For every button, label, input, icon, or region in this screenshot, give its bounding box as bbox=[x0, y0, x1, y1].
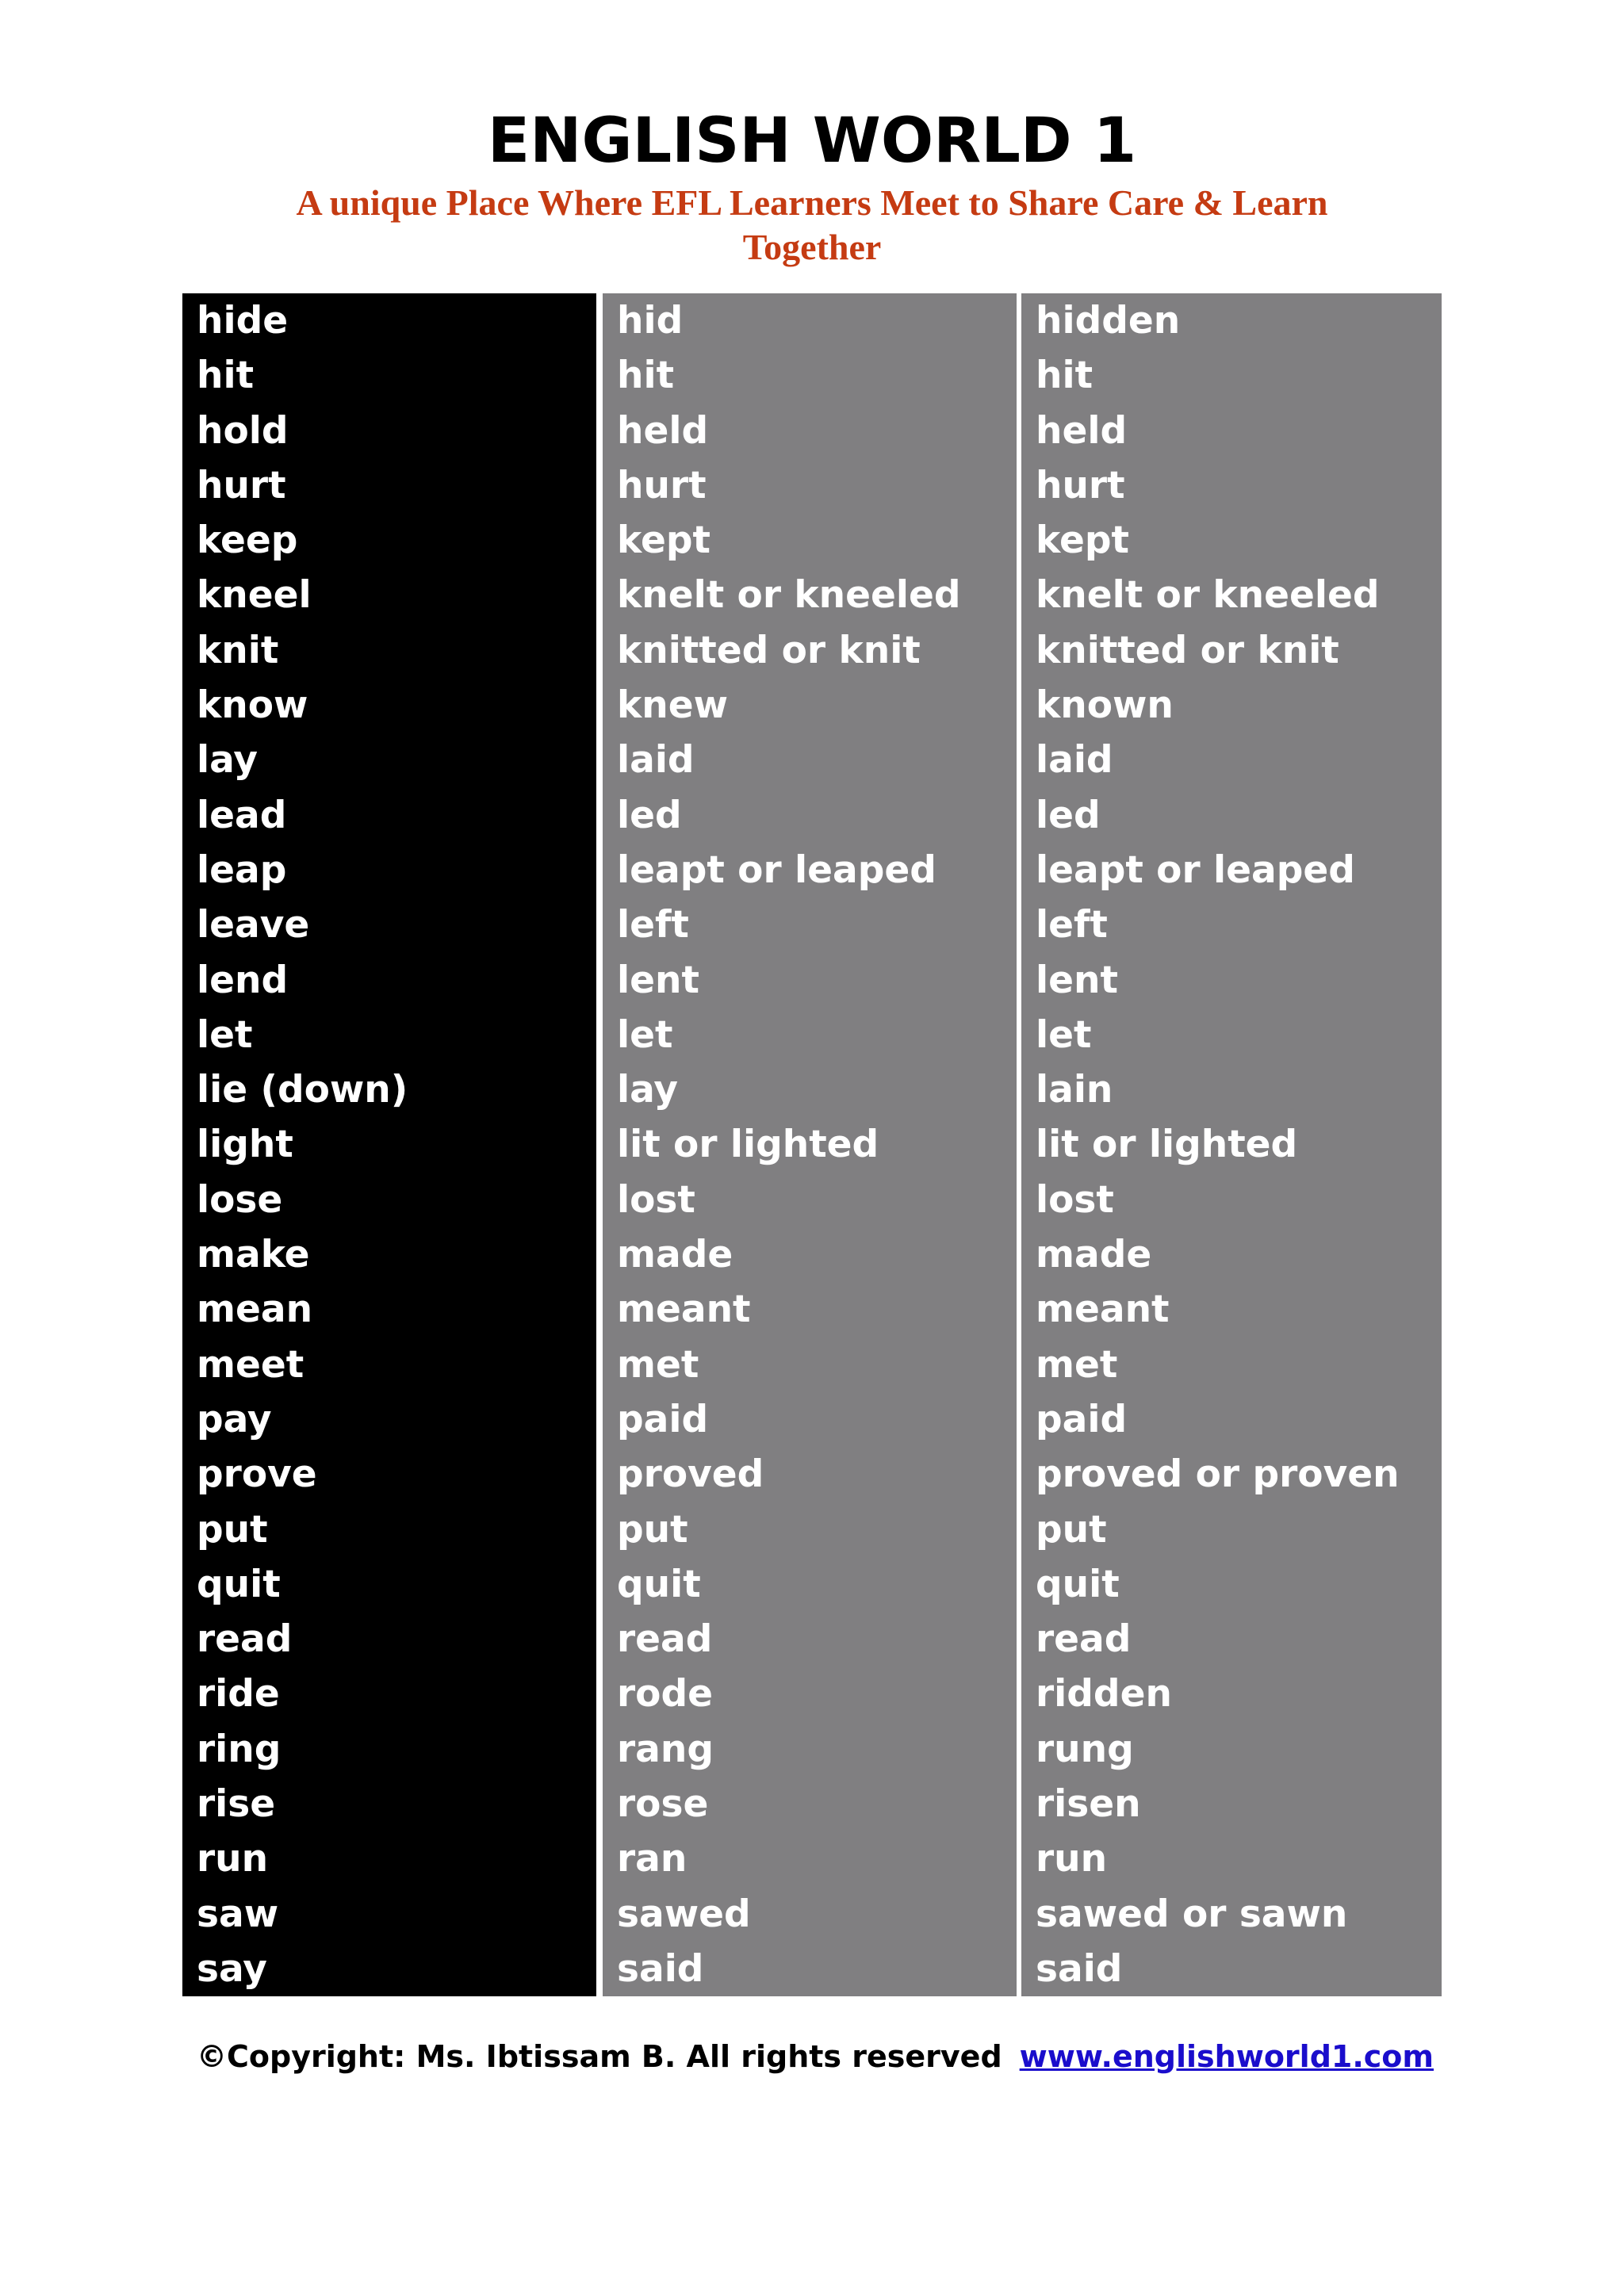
base-form-cell: hurt bbox=[197, 463, 286, 507]
past-simple-cell: left bbox=[617, 903, 689, 947]
past-participle-cell: proved or proven bbox=[1036, 1452, 1400, 1497]
past-simple-cell: rode bbox=[617, 1672, 713, 1716]
past-simple-cell: laid bbox=[617, 738, 695, 783]
past-simple-cell: meant bbox=[617, 1288, 751, 1332]
past-simple-cell: rose bbox=[617, 1782, 709, 1827]
base-form-cell: saw bbox=[197, 1892, 279, 1936]
base-form-cell: prove bbox=[197, 1452, 317, 1497]
base-form-cell: lie (down) bbox=[197, 1068, 408, 1112]
past-participle-cell: sawed or sawn bbox=[1036, 1892, 1348, 1936]
base-form-cell: light bbox=[197, 1123, 293, 1167]
past-participle-cell: meant bbox=[1036, 1288, 1170, 1332]
past-simple-cell: proved bbox=[617, 1452, 764, 1497]
past-simple-cell: quit bbox=[617, 1562, 701, 1606]
past-participle-cell: said bbox=[1036, 1946, 1123, 1991]
past-simple-cell: lost bbox=[617, 1177, 695, 1222]
subtitle-line-2: Together bbox=[742, 227, 882, 267]
past-simple-cell: leapt or leaped bbox=[617, 848, 936, 892]
base-form-cell: mean bbox=[197, 1288, 313, 1332]
past-participle-cell: put bbox=[1036, 1507, 1107, 1552]
past-simple-cell: held bbox=[617, 408, 709, 453]
past-simple-cell: put bbox=[617, 1507, 688, 1552]
past-participle-cell: let bbox=[1036, 1012, 1092, 1057]
base-form-cell: put bbox=[197, 1507, 268, 1552]
base-form-cell: say bbox=[197, 1946, 267, 1991]
past-participle-cell: lit or lighted bbox=[1036, 1123, 1298, 1167]
past-participle-cell: leapt or leaped bbox=[1036, 848, 1355, 892]
past-participle-column bbox=[1021, 293, 1442, 1996]
past-participle-cell: knitted or knit bbox=[1036, 628, 1339, 672]
past-participle-cell: lent bbox=[1036, 958, 1118, 1002]
past-simple-cell: ran bbox=[617, 1837, 688, 1881]
past-simple-cell: hit bbox=[617, 354, 675, 398]
past-simple-cell: rang bbox=[617, 1727, 714, 1771]
base-form-cell: keep bbox=[197, 519, 298, 563]
past-simple-cell: lent bbox=[617, 958, 699, 1002]
base-form-cell: read bbox=[197, 1617, 293, 1662]
base-form-cell: lay bbox=[197, 738, 259, 783]
base-form-cell: leap bbox=[197, 848, 287, 892]
past-simple-cell: made bbox=[617, 1233, 733, 1277]
past-participle-cell: made bbox=[1036, 1233, 1152, 1277]
base-form-cell: pay bbox=[197, 1397, 272, 1441]
past-simple-cell: knitted or knit bbox=[617, 628, 921, 672]
copyright-notice: ©Copyright: Ms. Ibtissam B. All rights reserved bbox=[197, 2039, 1002, 2074]
website-link[interactable]: www.englishworld1.com bbox=[1019, 2039, 1434, 2074]
past-participle-cell: led bbox=[1036, 793, 1101, 837]
past-participle-cell: quit bbox=[1036, 1562, 1120, 1606]
past-simple-cell: lay bbox=[617, 1068, 679, 1112]
past-participle-cell: risen bbox=[1036, 1782, 1141, 1827]
base-form-cell: make bbox=[197, 1233, 310, 1277]
base-form-cell: quit bbox=[197, 1562, 281, 1606]
past-simple-cell: hid bbox=[617, 299, 684, 342]
past-participle-cell: read bbox=[1036, 1617, 1132, 1662]
irregular-verbs-table bbox=[182, 293, 1442, 1996]
page-subtitle bbox=[0, 181, 1624, 270]
past-simple-cell: met bbox=[617, 1342, 699, 1387]
past-participle-cell: hurt bbox=[1036, 463, 1125, 507]
past-participle-cell: held bbox=[1036, 408, 1128, 453]
past-simple-cell: knew bbox=[617, 683, 729, 728]
past-participle-cell: knelt or kneeled bbox=[1036, 573, 1380, 618]
base-form-cell: hide bbox=[197, 299, 289, 342]
base-form-cell: know bbox=[197, 683, 308, 728]
past-simple-cell: let bbox=[617, 1012, 673, 1057]
past-simple-cell: said bbox=[617, 1946, 704, 1991]
past-participle-cell: kept bbox=[1036, 519, 1129, 563]
past-simple-cell: led bbox=[617, 793, 682, 837]
base-form-column bbox=[182, 293, 596, 1996]
past-simple-cell: hurt bbox=[617, 463, 707, 507]
past-simple-column bbox=[603, 293, 1017, 1996]
base-form-cell: ride bbox=[197, 1672, 280, 1716]
past-participle-cell: hit bbox=[1036, 354, 1094, 398]
past-participle-cell: lain bbox=[1036, 1068, 1113, 1112]
base-form-cell: knit bbox=[197, 628, 279, 672]
subtitle-line-1: A unique Place Where EFL Learners Meet to Share Care & Learn bbox=[296, 182, 1328, 223]
past-participle-cell: run bbox=[1036, 1837, 1108, 1881]
base-form-cell: run bbox=[197, 1837, 269, 1881]
past-participle-cell: left bbox=[1036, 903, 1108, 947]
base-form-cell: ring bbox=[197, 1727, 282, 1771]
past-simple-cell: sawed bbox=[617, 1892, 751, 1936]
past-simple-cell: paid bbox=[617, 1397, 709, 1441]
past-participle-cell: hidden bbox=[1036, 299, 1181, 342]
base-form-cell: lend bbox=[197, 958, 289, 1002]
past-simple-cell: kept bbox=[617, 519, 710, 563]
base-form-cell: kneel bbox=[197, 573, 312, 618]
base-form-cell: hit bbox=[197, 354, 255, 398]
past-participle-cell: paid bbox=[1036, 1397, 1128, 1441]
past-participle-cell: known bbox=[1036, 683, 1174, 728]
past-participle-cell: laid bbox=[1036, 738, 1113, 783]
base-form-cell: rise bbox=[197, 1782, 276, 1827]
past-simple-cell: lit or lighted bbox=[617, 1123, 879, 1167]
base-form-cell: leave bbox=[197, 903, 310, 947]
past-participle-cell: rung bbox=[1036, 1727, 1134, 1771]
base-form-cell: lose bbox=[197, 1177, 283, 1222]
page-title: ENGLISH WORLD 1 bbox=[487, 105, 1137, 177]
base-form-cell: meet bbox=[197, 1342, 304, 1387]
past-participle-cell: met bbox=[1036, 1342, 1118, 1387]
past-simple-cell: knelt or kneeled bbox=[617, 573, 961, 618]
base-form-cell: lead bbox=[197, 793, 287, 837]
past-participle-cell: lost bbox=[1036, 1177, 1114, 1222]
base-form-cell: let bbox=[197, 1012, 253, 1057]
base-form-cell: hold bbox=[197, 408, 289, 453]
past-participle-cell: ridden bbox=[1036, 1672, 1172, 1716]
past-simple-cell: read bbox=[617, 1617, 713, 1662]
